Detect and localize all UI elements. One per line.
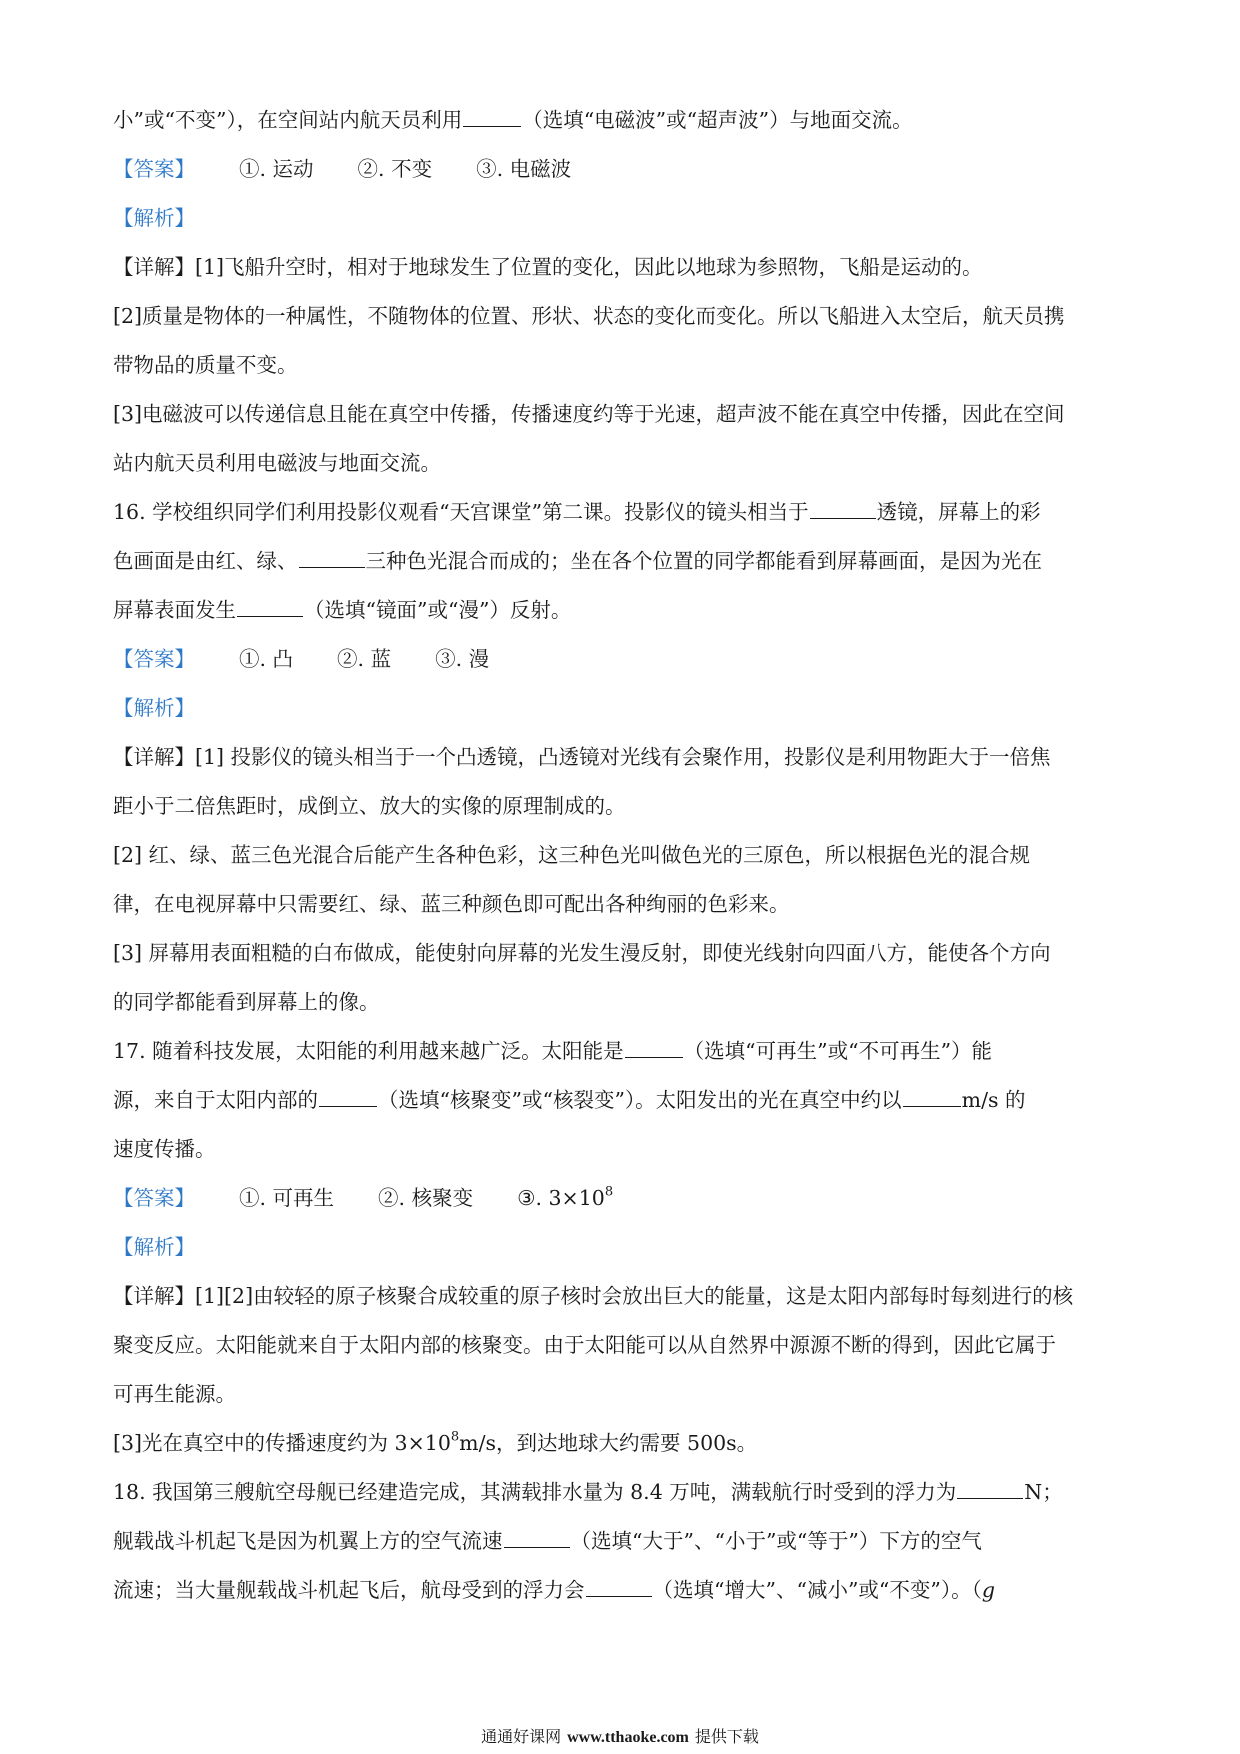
detail-text: 距小于二倍焦距时，成倒立、放大的实像的原理制成的。 (113, 794, 626, 818)
answer-blank (319, 1086, 377, 1107)
detail-text: 律，在电视屏幕中只需要红、绿、蓝三种颜色即可配出各种绚丽的色彩来。 (113, 892, 790, 916)
question-text: 舰载战斗机起飞是因为机翼上方的空气流速 (113, 1529, 503, 1553)
q16-line-1 (113, 488, 1133, 537)
q15-detail-1 (113, 243, 1133, 292)
question-text: m/s 的 (961, 1088, 1026, 1112)
detail-text: [3]电磁波可以传递信息且能在真空中传播，传播速度约等于光速，超声波不能在真空中传播，因此在空间 (113, 402, 1065, 426)
answer-blank (299, 547, 365, 568)
q15-detail-2a (113, 292, 1133, 341)
question-text: 源，来自于太阳内部的 (113, 1088, 318, 1112)
answer-item: ②. 不变 (357, 157, 433, 181)
q16-detail-2a (113, 831, 1133, 880)
q15-answer (113, 145, 1133, 194)
answer-item: ②. 核聚变 (378, 1186, 474, 1210)
answer-blank (957, 1478, 1023, 1499)
detail-tag: 【详解】 (113, 255, 195, 279)
detail-text: [1]飞船升空时，相对于地球发生了位置的变化，因此以地球为参照物，飞船是运动的。 (195, 255, 983, 279)
answer-item: ①. 可再生 (239, 1186, 335, 1210)
answer-tag: 【答案】 (113, 647, 195, 671)
answer-blank (504, 1527, 570, 1548)
q16-detail-1b (113, 782, 1133, 831)
detail-text: [3]光在真空中的传播速度约为 3×10 (113, 1431, 451, 1455)
q17-analysis (113, 1223, 1133, 1272)
q17-line-3 (113, 1125, 1133, 1174)
q17-detail-3 (113, 1419, 1133, 1468)
question-text: 屏幕表面发生 (113, 598, 236, 622)
question-text: 18. 我国第三艘航空母舰已经建造完成，其满载排水量为 8.4 万吨，满载航行时受到的浮力为 (113, 1480, 957, 1504)
question-text: 透镜，屏幕上的彩 (876, 500, 1041, 524)
detail-text: 站内航天员利用电磁波与地面交流。 (113, 451, 441, 475)
q18-line-3 (113, 1566, 1133, 1615)
question-text: 色画面是由红、绿、 (113, 549, 298, 573)
analysis-tag: 【解析】 (113, 696, 195, 720)
gravity-symbol: g (981, 1578, 996, 1602)
q16-line-2 (113, 537, 1133, 586)
question-text: N； (1024, 1480, 1063, 1504)
footer-download-text: 提供下载 (694, 1727, 759, 1746)
question-text: 小”或“不变”），在空间站内航天员利用 (113, 108, 463, 132)
q17-detail-1b (113, 1321, 1133, 1370)
page-footer (0, 1724, 1240, 1747)
q16-detail-1a (113, 733, 1133, 782)
answer-tag: 【答案】 (113, 1186, 195, 1210)
q16-answer (113, 635, 1133, 684)
answer-base: ③. 3×10 (517, 1186, 605, 1210)
footer-site-name: 通通好课网 (481, 1727, 562, 1746)
question-text: 三种色光混合而成的；坐在各个位置的同学都能看到屏幕画面，是因为光在 (365, 549, 1042, 573)
question-text: 速度传播。 (113, 1137, 216, 1161)
detail-text: [3] 屏幕用表面粗糙的白布做成，能使射向屏幕的光发生漫反射，即使光线射向四面八方，能使各个方向 (113, 941, 1051, 965)
answer-blank (625, 1037, 683, 1058)
question-text: 16. 学校组织同学们利用投影仪观看“天宫课堂”第二课。投影仪的镜头相当于 (113, 500, 809, 524)
q16-detail-3a (113, 929, 1133, 978)
detail-tag: 【详解】 (113, 745, 195, 769)
q15-analysis (113, 194, 1133, 243)
q17-detail-1c (113, 1370, 1133, 1419)
analysis-tag: 【解析】 (113, 1235, 195, 1259)
analysis-tag: 【解析】 (113, 206, 195, 230)
detail-text: 聚变反应。太阳能就来自于太阳内部的核聚变。由于太阳能可以从自然界中源源不断的得到，因此它属于 (113, 1333, 1056, 1357)
q15-detail-3a (113, 390, 1133, 439)
q16-analysis (113, 684, 1133, 733)
detail-tag: 【详解】 (113, 1284, 195, 1308)
answer-tag: 【答案】 (113, 157, 195, 181)
question-text: （选填“核聚变”或“核裂变”）。太阳发出的光在真空中约以 (378, 1088, 902, 1112)
q16-detail-3b (113, 978, 1133, 1027)
answer-exponent: 8 (604, 1184, 614, 1200)
detail-text: [2] 红、绿、蓝三色光混合后能产生各种色彩，这三种色光叫做色光的三原色，所以根据色光的混合规 (113, 843, 1031, 867)
detail-text: [1][2]由较轻的原子核聚合成较重的原子核时会放出巨大的能量，这是太阳内部每时每刻进行的核 (195, 1284, 1074, 1308)
document-page (113, 96, 1133, 1615)
q16-line-3 (113, 586, 1133, 635)
answer-item: ③. 电磁波 (476, 157, 572, 181)
detail-text: 的同学都能看到屏幕上的像。 (113, 990, 380, 1014)
q17-detail-1a (113, 1272, 1133, 1321)
answer-blank (903, 1086, 961, 1107)
q15-line (113, 96, 1133, 145)
answer-item (517, 1186, 613, 1210)
q17-answer (113, 1174, 1133, 1223)
question-text: （选填“镜面”或“漫”）反射。 (304, 598, 572, 622)
q17-line-2 (113, 1076, 1133, 1125)
detail-text: 可再生能源。 (113, 1382, 236, 1406)
question-text: （选填“可再生”或“不可再生”）能 (683, 1039, 993, 1063)
answer-item: ③. 漫 (435, 647, 490, 671)
q15-detail-2b (113, 341, 1133, 390)
footer-url[interactable]: www.tthaoke.com (567, 1729, 689, 1746)
answer-blank (463, 106, 521, 127)
question-text: （选填“大于”、“小于”或“等于”）下方的空气 (570, 1529, 982, 1553)
answer-blank (237, 596, 303, 617)
q15-detail-3b (113, 439, 1133, 488)
answer-item: ①. 运动 (239, 157, 314, 181)
question-text: 流速；当大量舰载战斗机起飞后，航母受到的浮力会 (113, 1578, 585, 1602)
detail-text: m/s，到达地球大约需要 500s。 (459, 1431, 758, 1455)
question-text: 17. 随着科技发展，太阳能的利用越来越广泛。太阳能是 (113, 1039, 624, 1063)
answer-blank (810, 498, 876, 519)
q18-line-1 (113, 1468, 1133, 1517)
detail-text: 带物品的质量不变。 (113, 353, 298, 377)
q18-line-2 (113, 1517, 1133, 1566)
detail-text: [2]质量是物体的一种属性，不随物体的位置、形状、状态的变化而变化。所以飞船进入太空后，航天员携 (113, 304, 1065, 328)
answer-blank (586, 1576, 652, 1597)
detail-text: [1] 投影仪的镜头相当于一个凸透镜，凸透镜对光线有会聚作用，投影仪是利用物距大于一倍焦 (195, 745, 1051, 769)
question-text: （选填“电磁波”或“超声波”）与地面交流。 (522, 108, 913, 132)
q17-line-1 (113, 1027, 1133, 1076)
q16-detail-2b (113, 880, 1133, 929)
question-text: （选填“增大”、“减小”或“不变”）。（ (652, 1578, 982, 1602)
answer-item: ①. 凸 (239, 647, 294, 671)
answer-item: ②. 蓝 (337, 647, 392, 671)
detail-exponent: 8 (450, 1429, 460, 1445)
